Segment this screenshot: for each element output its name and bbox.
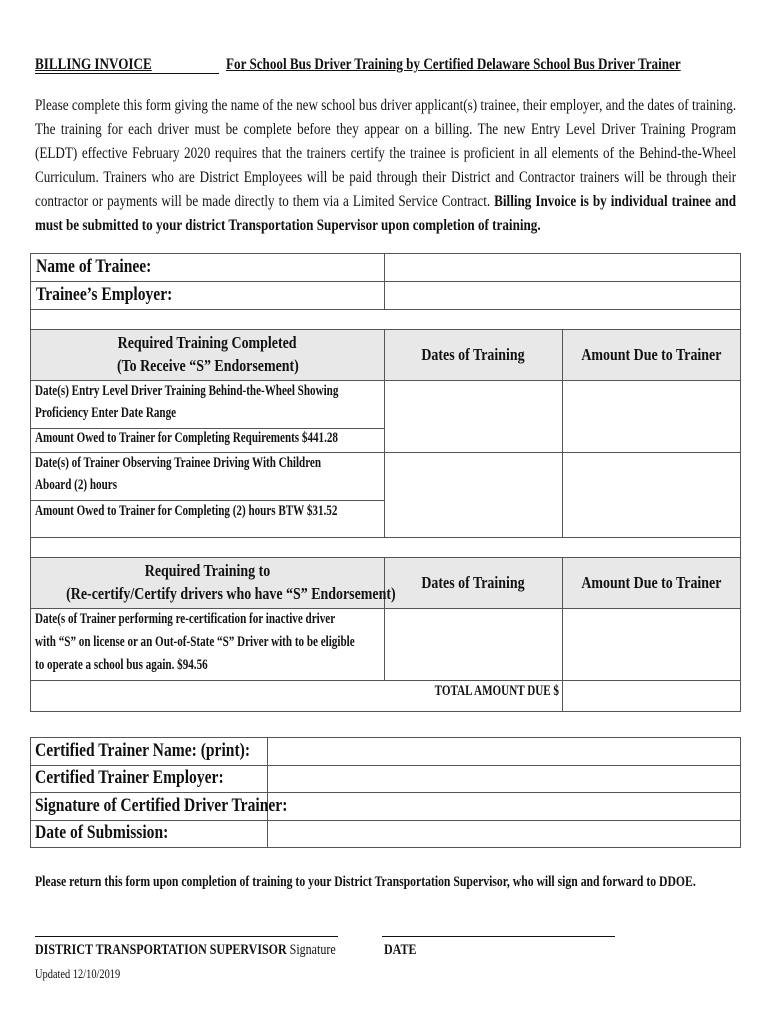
section1-amount-header: Amount Due to Trainer <box>581 345 722 364</box>
instructions-text: Please complete this form giving the name of the new school bus driver applicant(s) trainee, their employer, and the dates of training. The training for each driver must be complete before they appear on a billing. The new Entry Level Driver Training Program (ELDT) effective February 2020 requires that the trainers certify the trainee is proficient in all elements of the Behind-the-Wheel Curriculum. Trainers who are District Employees will be paid through their District and Contractor trainers will be through their contractor or payments will be made directly to them via a Limited Service Contract. <box>35 97 737 210</box>
form-header <box>35 56 177 74</box>
total-amount-label: TOTAL AMOUNT DUE $ <box>434 683 559 699</box>
instructions-bold-text: Billing Invoice is by individual trainee and must be submitted to your district Transportation Supervisor upon completion of training. <box>35 193 737 234</box>
form-subtitle-wrap <box>226 56 770 74</box>
section1-row3-line1: Date(s) of Trainer Observing Trainee Driving With Children <box>35 455 322 471</box>
total-amount-input[interactable] <box>566 683 742 711</box>
section1-dates-header: Dates of Training <box>421 345 525 364</box>
section1-eldt-amount-input[interactable] <box>566 383 742 451</box>
submission-date-label: Date of Submission: <box>35 822 169 843</box>
trainee-employer-label: Trainee’s Employer: <box>36 284 173 305</box>
trainer-name-input[interactable] <box>271 739 741 765</box>
trainer-employer-label: Certified Trainer Employer: <box>35 767 224 788</box>
supervisor-signature-label: DISTRICT TRANSPORTATION SUPERVISOR Signature <box>35 942 336 958</box>
section1-eldt-dates-input[interactable] <box>388 383 564 451</box>
form-subtitle: For School Bus Driver Training by Certified Delaware School Bus Driver Trainer <box>226 56 681 73</box>
section2-recert-amount-input[interactable] <box>566 611 742 679</box>
section1-row4: Amount Owed to Trainer for Completing (2) hours BTW $31.52 <box>35 503 338 519</box>
section2-recert-dates-input[interactable] <box>388 611 564 679</box>
section2-amount-header: Amount Due to Trainer <box>581 573 722 592</box>
section2-dates-header: Dates of Training <box>421 573 525 592</box>
trainer-name-label: Certified Trainer Name: (print): <box>35 740 251 761</box>
section2-header-line1: Required Training to <box>144 561 271 580</box>
trainer-employer-input[interactable] <box>271 767 741 793</box>
trainee-name-label: Name of Trainee: <box>36 256 152 277</box>
section2-row1-line3: to operate a school bus again. $94.56 <box>35 657 208 673</box>
section2-row1-line1: Date(s of Trainer performing re-certification for inactive driver <box>35 611 336 627</box>
trainer-signature-input[interactable] <box>271 794 741 820</box>
updated-date: Updated 12/10/2019 <box>35 966 121 981</box>
section1-observe-amount-input[interactable] <box>566 455 742 537</box>
section1-observe-dates-input[interactable] <box>388 455 564 537</box>
supervisor-date-line[interactable] <box>382 936 615 937</box>
form-title: BILLING INVOICE <box>35 56 152 73</box>
return-instructions: Please return this form upon completion of training to your District Transportation Supervisor, who will sign and forward to DDOE. <box>35 874 696 890</box>
supervisor-signature-line[interactable] <box>35 936 338 937</box>
section2-row1-line2: with “S” on license or an Out-of-State “S” Driver with to be eligible <box>35 634 355 650</box>
section1-row2: Amount Owed to Trainer for Completing Requirements $441.28 <box>35 430 338 446</box>
trainee-name-input[interactable] <box>388 255 742 281</box>
trainer-signature-label: Signature of Certified Driver Trainer: <box>35 795 288 816</box>
section1-header-line2: (To Receive “S” Endorsement) <box>116 356 299 375</box>
title-underline <box>35 73 219 74</box>
section1-row1-line2: Proficiency Enter Date Range <box>35 405 177 421</box>
section2-header-line2: (Re-certify/Certify drivers who have “S” Endorsement) <box>66 584 396 603</box>
section1-row1-line1: Date(s) Entry Level Driver Training Behind-the-Wheel Showing <box>35 383 339 399</box>
supervisor-date-label: DATE <box>384 942 417 958</box>
signature-word: Signature <box>289 942 336 958</box>
instructions-paragraph <box>35 94 736 238</box>
section1-row3-line2: Aboard (2) hours <box>35 477 118 493</box>
section1-header-line1: Required Training Completed <box>118 333 297 352</box>
submission-date-input[interactable] <box>271 822 741 848</box>
trainee-employer-input[interactable] <box>388 283 742 309</box>
